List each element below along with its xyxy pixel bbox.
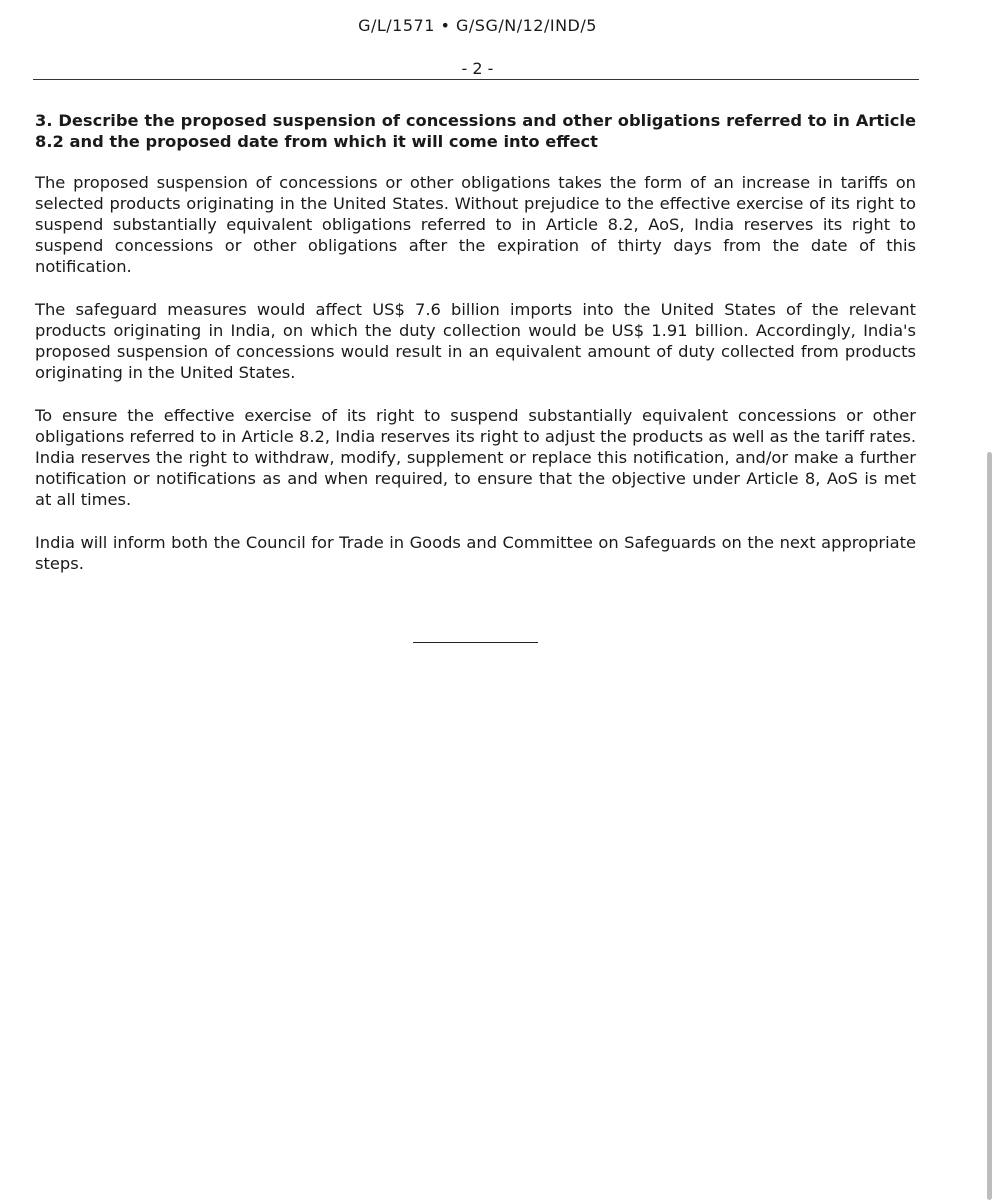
- header-divider: [33, 79, 919, 80]
- document-symbol: G/L/1571 • G/SG/N/12/IND/5: [358, 16, 597, 35]
- paragraph-rights-reserved: To ensure the effective exercise of its right to suspend substantially equivalent concessions or other obligations referred to in Article 8.2, India reserves its right to adjust the products as well as the tariff rates. India reserves the right to withdraw, modify, supplement or replace this notification, and/or make a further notification or notifications as and when required, to ensure that the objective under Article 8, AoS is met at all times.: [35, 406, 916, 509]
- end-of-document-rule: [413, 642, 538, 643]
- vertical-scrollbar[interactable]: [987, 452, 992, 1200]
- page-number: - 2 -: [461, 59, 494, 78]
- paragraph-trade-impact: The safeguard measures would affect US$ 7.6 billion imports into the United States of the relevant products originating in India, on which the duty collection would be US$ 1.91 billion. Accordingly, India's proposed suspension of concessions would result in an equivalent amount of duty collected from products originating in the United States.: [35, 300, 916, 382]
- paragraph-next-steps: India will inform both the Council for Trade in Goods and Committee on Safeguards on the next appropriate steps.: [35, 533, 916, 573]
- paragraph-suspension-form: The proposed suspension of concessions or other obligations takes the form of an increase in tariffs on selected products originating in the United States. Without prejudice to the effective exercise of its right to suspend substantially equivalent obligations referred to in Article 8.2, AoS, India reserves its right to suspend concessions or other obligations after the expiration of thirty days from the date of this notification.: [35, 173, 916, 276]
- section-heading: 3. Describe the proposed suspension of concessions and other obligations referred to in Article 8.2 and the proposed date from which it will come into effect: [35, 111, 916, 151]
- document-body: [35, 110, 916, 596]
